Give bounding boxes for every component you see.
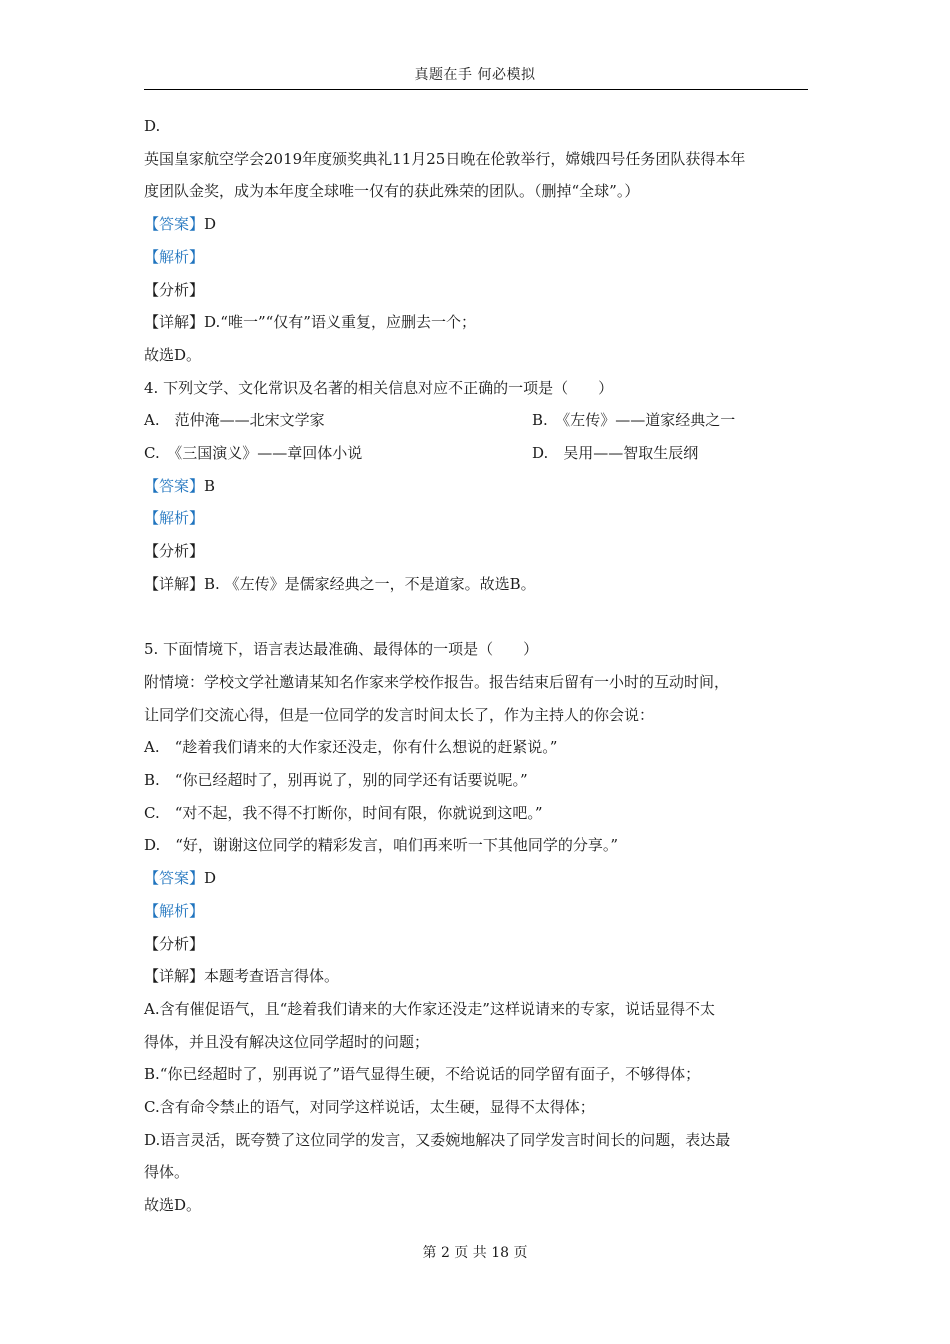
page-header-title: 真题在手 何必模拟 <box>414 67 536 83</box>
q5-conclusion: 故选D。 <box>144 1196 202 1215</box>
detail-tag: 【详解】 <box>144 313 205 332</box>
spacer <box>144 601 808 634</box>
q5-explain-line: 得体，并且没有解决这位同学超时的问题； <box>144 1032 430 1051</box>
detail-tag: 【详解】 <box>144 967 205 986</box>
q4-options-row <box>144 437 808 470</box>
q5-stem: 5. 下面情境下，语言表达最准确、最得体的一项是（ ） <box>144 640 539 659</box>
q4-fenxi-tag: 【分析】 <box>144 542 205 561</box>
q4-option-b: B. 《左传》——道家经典之一 <box>532 411 736 430</box>
q3-option-text-line: 英国皇家航空学会2019年度颁奖典礼11月25日晚在伦敦举行，嫦娥四号任务团队获得本年 <box>144 149 746 168</box>
answer-value: D <box>204 215 217 234</box>
q5-detail <box>144 960 808 993</box>
q5-option-b: B. “你已经超时了，别再说了，别的同学还有话要说呢。” <box>144 771 528 790</box>
answer-value: B <box>204 476 216 495</box>
q4-option-d: D. 吴用——智取生辰纲 <box>532 444 699 463</box>
page-number: 第 2 页 共 18 页 <box>422 1245 528 1261</box>
q5-answer <box>144 862 808 895</box>
q5-option-c: C. “对不起，我不得不打断你，时间有限，你就说到这吧。” <box>144 803 543 822</box>
q4-option-a: A. 范仲淹——北宋文学家 <box>144 411 325 430</box>
answer-value: D <box>204 869 217 888</box>
q3-fenxi-tag: 【分析】 <box>144 280 205 299</box>
detail-text: B. 《左传》是儒家经典之一，不是道家。故选B。 <box>204 574 536 593</box>
q5-explain-line: D.语言灵活，既夸赞了这位同学的发言，又委婉地解决了同学发言时间长的问题，表达最 <box>144 1130 731 1149</box>
q3-option-text-line: 度团队金奖，成为本年度全球唯一仅有的获此殊荣的团队。（删掉“全球”。） <box>144 182 640 201</box>
detail-text: D.“唯一”“仅有”语义重复，应删去一个； <box>204 313 476 332</box>
q5-option-a: A. “趁着我们请来的大作家还没走，你有什么想说的赶紧说。” <box>144 738 558 757</box>
q5-fenxi-tag: 【分析】 <box>144 934 205 953</box>
q5-context-line: 让同学们交流心得，但是一位同学的发言时间太长了，作为主持人的你会说： <box>144 705 655 724</box>
q5-context-line: 附情境：学校文学社邀请某知名作家来学校作报告。报告结束后留有一小时的互动时间， <box>144 672 730 691</box>
answer-tag: 【答案】 <box>144 215 205 234</box>
detail-tag: 【详解】 <box>144 574 205 593</box>
answer-tag: 【答案】 <box>144 476 205 495</box>
q4-answer <box>144 470 808 503</box>
q3-answer <box>144 208 808 241</box>
q3-analysis-tag: 【解析】 <box>144 247 205 266</box>
q5-explain-line: 得体。 <box>144 1163 190 1182</box>
q5-explain-line: B.“你已经超时了，别再说了”语气显得生硬，不给说话的同学留有面子，不够得体； <box>144 1065 701 1084</box>
q4-detail <box>144 568 808 601</box>
q5-explain-line: A.含有催促语气，且“趁着我们请来的大作家还没走”这样说请来的专家，说话显得不太 <box>144 999 715 1018</box>
q5-analysis-tag: 【解析】 <box>144 901 205 920</box>
answer-tag: 【答案】 <box>144 869 205 888</box>
q3-conclusion: 故选D。 <box>144 345 202 364</box>
q4-option-c: C. 《三国演义》——章回体小说 <box>144 444 363 463</box>
q3-option-label: D. <box>144 117 161 135</box>
q5-explain-line: C.含有命令禁止的语气，对同学这样说话，太生硬，显得不太得体； <box>144 1098 595 1117</box>
page-content <box>144 110 808 1222</box>
q4-stem: 4. 下列文学、文化常识及名著的相关信息对应不正确的一项是（ ） <box>144 378 614 397</box>
detail-text: 本题考查语言得体。 <box>204 967 340 986</box>
q4-analysis-tag: 【解析】 <box>144 509 205 528</box>
header-divider <box>144 89 808 90</box>
q3-detail <box>144 306 808 339</box>
q5-option-d: D. “好，谢谢这位同学的精彩发言，咱们再来听一下其他同学的分享。” <box>144 836 619 855</box>
q4-options-row <box>144 404 808 437</box>
